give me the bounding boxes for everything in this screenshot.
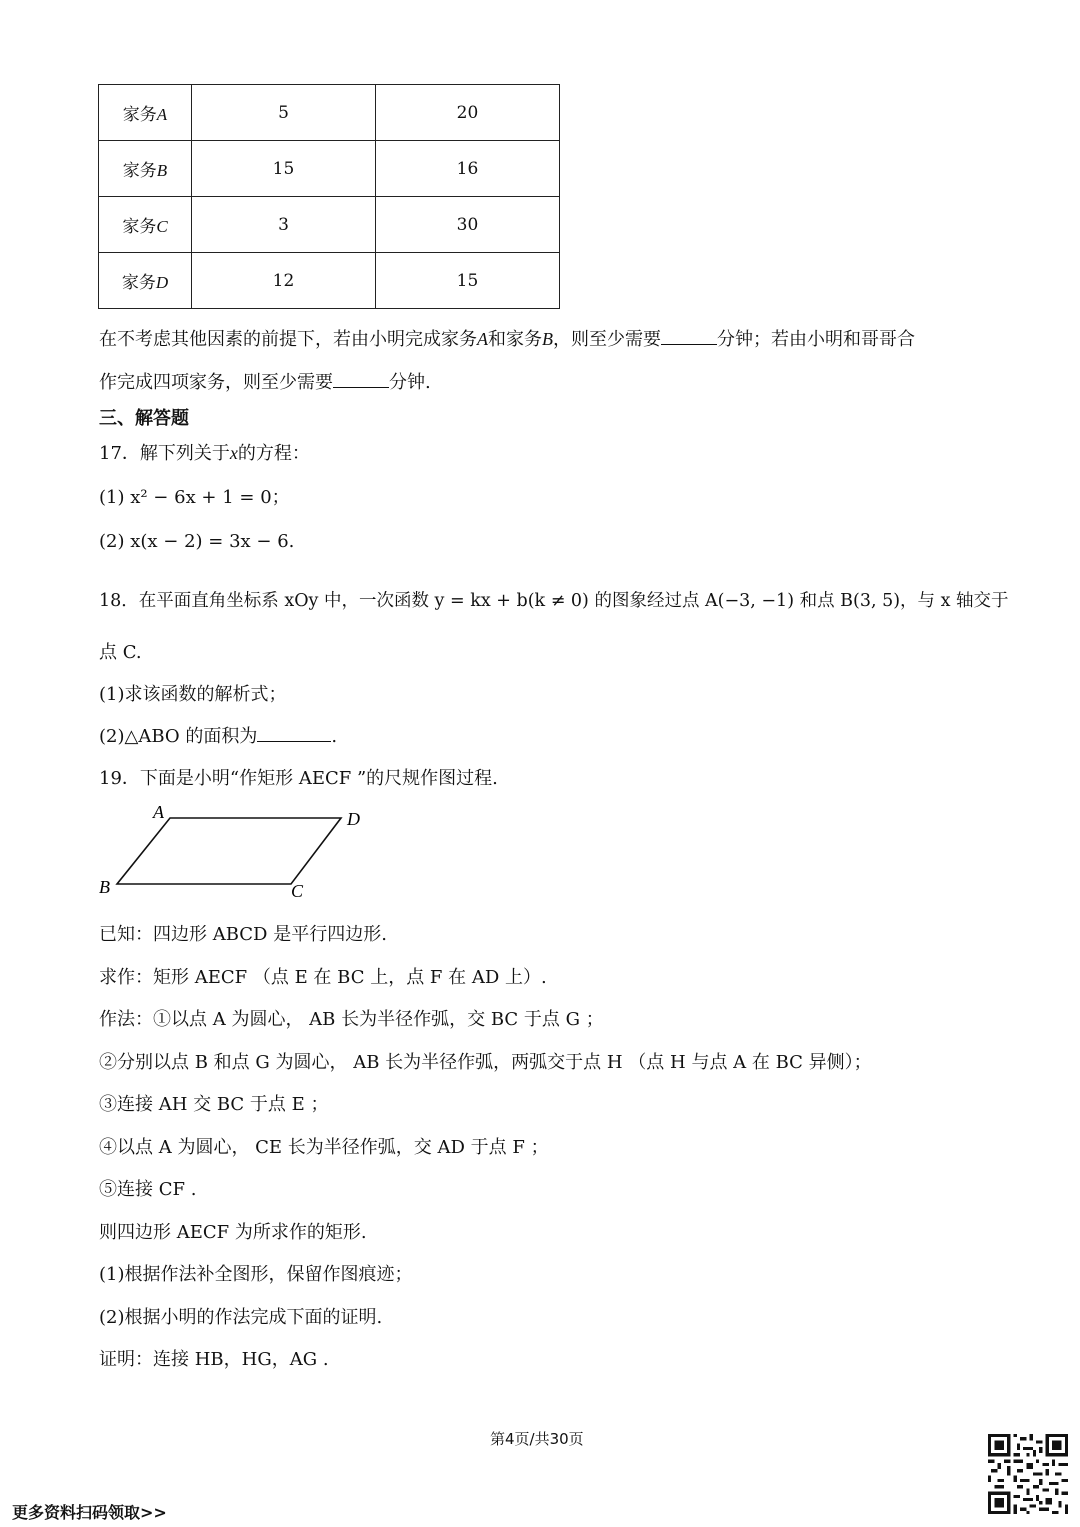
- vertex-label-a: A: [153, 802, 164, 822]
- page-number: 第4页/共30页: [490, 1430, 584, 1448]
- q19-step3: ③连接 AH 交 BC 于点 E ；: [99, 1094, 329, 1115]
- q18-part1: (1)求该函数的解析式；: [99, 684, 287, 705]
- answer-blank[interactable]: [333, 373, 389, 388]
- vertex-label-c: C: [291, 881, 304, 901]
- q17-part1: (1) x² − 6x + 1 = 0；: [99, 487, 290, 508]
- table-cell-value: 30: [376, 197, 560, 253]
- qr-code-icon[interactable]: [988, 1434, 1068, 1514]
- table-row: [99, 141, 560, 197]
- parallelogram-abcd: [117, 818, 341, 884]
- vertex-label-b: B: [99, 877, 110, 897]
- table-cell-value: 16: [376, 141, 560, 197]
- q18-line2: 点 C.: [99, 642, 142, 663]
- table-cell-chore: 家务D: [99, 253, 192, 309]
- q19-step4: ④以点 A 为圆心， CE 长为半径作弧，交 AD 于点 F ；: [99, 1137, 549, 1158]
- table-cell-value: 15: [192, 141, 376, 197]
- q19-conclusion: 则四边形 AECF 为所求作的矩形.: [99, 1222, 367, 1243]
- q19-intro: 19．下面是小明“作矩形 AECF ”的尺规作图过程.: [99, 768, 498, 789]
- q19-step5: ⑤连接 CF .: [99, 1179, 197, 1200]
- table-cell-chore: 家务B: [99, 141, 192, 197]
- q19-step1: 作法：①以点 A 为圆心， AB 长为半径作弧，交 BC 于点 G ；: [99, 1009, 604, 1030]
- q18-line1: 18．在平面直角坐标系 xOy 中，一次函数 y = kx + b(k ≠ 0) 的图象经过点 A(−3, −1) 和点 B(3, 5)，与 x 轴交于: [99, 591, 1009, 611]
- table-cell-chore: 家务C: [99, 197, 192, 253]
- q19-part1: (1)根据作法补全图形，保留作图痕迹；: [99, 1264, 413, 1285]
- q17-part2: (2) x(x − 2) = 3x − 6.: [99, 531, 295, 552]
- answer-blank[interactable]: [661, 330, 717, 345]
- q19-known: 已知：四边形 ABCD 是平行四边形.: [99, 924, 387, 945]
- chores-table: [98, 84, 560, 309]
- table-cell-value: 20: [376, 85, 560, 141]
- q17-intro: 17．解下列关于x的方程：: [99, 443, 310, 464]
- q19-part2: (2)根据小明的作法完成下面的证明.: [99, 1307, 383, 1328]
- table-cell-value: 12: [192, 253, 376, 309]
- answer-blank[interactable]: [257, 727, 331, 742]
- table-cell-chore: 家务A: [99, 85, 192, 141]
- more-resources-link[interactable]: 更多资料扫码领取>>: [12, 1503, 167, 1522]
- parallelogram-figure: [95, 798, 375, 903]
- q16-line2: 作完成四项家务，则至少需要 分钟.: [99, 372, 431, 393]
- table-cell-value: 15: [376, 253, 560, 309]
- q19-make: 求作：矩形 AECF （点 E 在 BC 上，点 F 在 AD 上）.: [99, 967, 547, 988]
- q18-part2: (2)△ABO 的面积为 .: [99, 726, 338, 747]
- vertex-label-d: D: [347, 809, 360, 829]
- q19-step2: ②分别以点 B 和点 G 为圆心， AB 长为半径作弧，两弧交于点 H （点 H 与点 A 在 BC 异侧）；: [99, 1052, 872, 1073]
- table-cell-value: 3: [192, 197, 376, 253]
- table-cell-value: 5: [192, 85, 376, 141]
- section-title: 三、解答题: [99, 408, 189, 429]
- table-row: [99, 85, 560, 141]
- q19-proof: 证明：连接 HB，HG，AG .: [99, 1349, 329, 1370]
- q16-line1: 在不考虑其他因素的前提下，若由小明完成家务A和家务B，则至少需要 分钟；若由小明和哥哥合: [99, 329, 915, 350]
- table-row: [99, 197, 560, 253]
- table-row: [99, 253, 560, 309]
